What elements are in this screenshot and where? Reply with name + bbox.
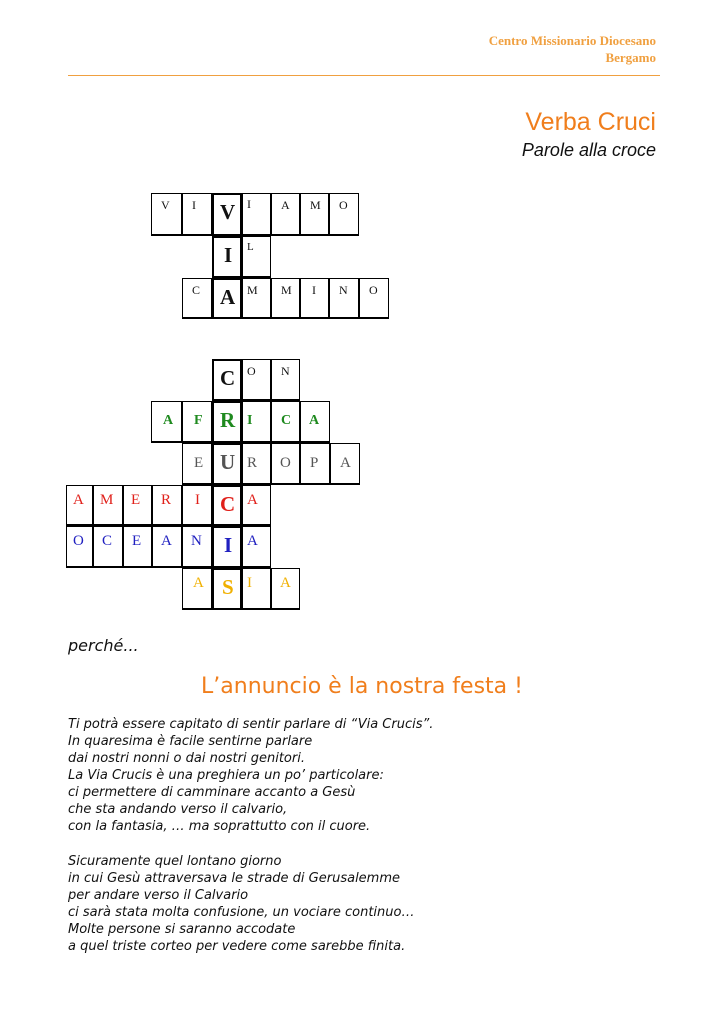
crossword-cell [66, 485, 93, 526]
crossword-letter: O [339, 198, 348, 212]
crossword-cell [123, 526, 152, 568]
crossword-cell [329, 278, 359, 319]
crossword-cell [93, 485, 123, 526]
crossword-cell [329, 193, 359, 236]
crossword-cell-key [212, 526, 242, 568]
crossword-letter: V [161, 198, 170, 212]
crossword-cell [182, 193, 212, 236]
crossword-letter: R [161, 492, 172, 508]
section-headline: L’annuncio è la nostra festa ! [201, 674, 523, 699]
crossword-letter: I [195, 492, 200, 508]
organization-city: Bergamo [605, 50, 656, 65]
document-title: Verba Cruci [525, 108, 656, 136]
crossword-letter: I [247, 197, 251, 211]
crossword-cell [66, 526, 93, 568]
crossword-cell [152, 526, 182, 568]
crossword-letter: A [280, 575, 291, 591]
crossword-cell [300, 193, 329, 236]
crossword-key-letter: U [220, 450, 236, 474]
crossword-letter: M [281, 283, 292, 297]
organization-name: Centro Missionario Diocesano [488, 33, 656, 48]
crossword-cell [271, 401, 300, 443]
paragraph-1 [68, 716, 433, 835]
intro-word: perché... [68, 636, 139, 655]
paragraph-line: ci sarà stata molta confusione, un vociare continuo… [68, 905, 415, 920]
crossword-letter: O [73, 533, 84, 549]
crossword-key-letter: I [224, 243, 233, 267]
crossword-letter: I [312, 283, 316, 297]
paragraph-line: dai nostri nonni o dai nostri genitori. [68, 751, 305, 766]
crossword-letter: C [102, 533, 113, 549]
crossword-cell [300, 278, 329, 319]
crossword-cell [151, 193, 182, 236]
paragraph-2 [68, 853, 414, 955]
crossword-cell [93, 526, 123, 568]
crossword-cell [123, 485, 152, 526]
crossword-key-letter: S [222, 575, 234, 599]
crossword-cell-key [212, 278, 242, 319]
crossword-cell [271, 278, 300, 319]
crossword-cell-key [212, 193, 242, 236]
crossword-cell [271, 443, 300, 485]
crossword-cell-key [212, 485, 242, 526]
crossword-cell-key [212, 359, 242, 401]
crossword-cell [330, 443, 360, 485]
crossword-letter: I [192, 198, 196, 212]
crossword-letter: M [247, 283, 258, 297]
crossword-letter: M [100, 492, 114, 508]
paragraph-line: Molte persone si saranno accodate [68, 922, 296, 937]
crossword-letter: C [281, 413, 292, 428]
crossword-key-letter: V [220, 200, 236, 224]
crossword-cell [182, 278, 212, 319]
crossword-letter: A [163, 413, 174, 428]
crossword-cell [182, 443, 212, 485]
crossword-cell [300, 443, 330, 485]
paragraph-line: Ti potrà essere capitato di sentir parlare di “Via Crucis”. [68, 717, 434, 732]
crossword-letter: O [369, 283, 378, 297]
paragraph-line: Sicuramente quel lontano giorno [68, 854, 282, 869]
crossword-letter: E [131, 492, 141, 508]
crossword-cell [152, 485, 182, 526]
paragraph-line: che sta andando verso il calvario, [68, 802, 288, 817]
crossword-letter: L [247, 241, 254, 253]
crossword-cell [359, 278, 389, 319]
crossword-cell [242, 278, 271, 319]
crossword-letter: F [194, 413, 203, 428]
crossword-key-letter: C [220, 366, 236, 390]
crossword-cell [151, 401, 182, 443]
crossword-letter: C [192, 283, 201, 297]
crossword-cell [271, 359, 300, 401]
crossword-cell [242, 526, 271, 568]
crossword-key-letter: R [220, 408, 236, 432]
crossword-cell [300, 401, 330, 443]
crossword-letter: A [161, 533, 172, 549]
crossword-cell [242, 359, 271, 401]
paragraph-line: in cui Gesù attraversava le strade di Gerusalemme [68, 871, 401, 886]
paragraph-line: ci permettere di camminare accanto a Gesù [68, 785, 356, 800]
crossword-letter: A [340, 455, 351, 471]
crossword-letter: E [132, 533, 142, 549]
crossword-cell [242, 443, 271, 485]
crossword-letter: N [339, 283, 348, 297]
crossword-key-letter: A [220, 285, 236, 309]
crossword-letter: A [247, 533, 258, 549]
paragraph-line: per andare verso il Calvario [68, 888, 249, 903]
crossword-letter: A [73, 492, 84, 508]
crossword-letter: P [310, 455, 319, 471]
crossword-cell-key [212, 236, 242, 278]
crossword-cell [242, 485, 271, 526]
crossword-cell [271, 568, 300, 610]
paragraph-line: con la fantasia, … ma soprattutto con il cuore. [68, 819, 371, 834]
crossword-letter: A [247, 492, 258, 508]
crossword-cell [242, 401, 271, 443]
crossword-letter: I [247, 413, 253, 428]
paragraph-line: La Via Crucis è una preghiera un po’ particolare: [68, 768, 384, 783]
crossword-letter: A [281, 198, 290, 212]
crossword-cell [182, 401, 212, 443]
paragraph-line: a quel triste corteo per vedere come sarebbe finita. [68, 939, 406, 954]
crossword-cell [182, 568, 212, 610]
crossword-cell-key [212, 568, 242, 610]
crossword-letter: E [194, 455, 204, 471]
crossword-letter: A [193, 575, 204, 591]
crossword-key-letter: I [224, 533, 233, 557]
crossword-letter: N [281, 364, 290, 378]
crossword-letter: O [247, 364, 256, 378]
crossword-cell [271, 193, 300, 236]
document-subtitle: Parole alla croce [521, 140, 656, 160]
crossword-letter: R [247, 455, 258, 471]
crossword-letter: M [310, 198, 321, 212]
crossword-cell [182, 526, 212, 568]
crossword-cell-key [212, 443, 242, 485]
crossword-cell-key [212, 401, 242, 443]
crossword-cell [242, 568, 271, 610]
crossword-letter: I [247, 575, 252, 591]
crossword-letter: O [280, 455, 291, 471]
paragraph-line: In quaresima è facile sentirne parlare [68, 734, 313, 749]
crossword-letter: N [191, 533, 202, 549]
crossword-cell [242, 236, 271, 278]
crossword-cell [242, 193, 271, 236]
crossword-cell [182, 485, 212, 526]
crossword-letter: A [309, 413, 320, 428]
crossword-key-letter: C [220, 492, 236, 516]
